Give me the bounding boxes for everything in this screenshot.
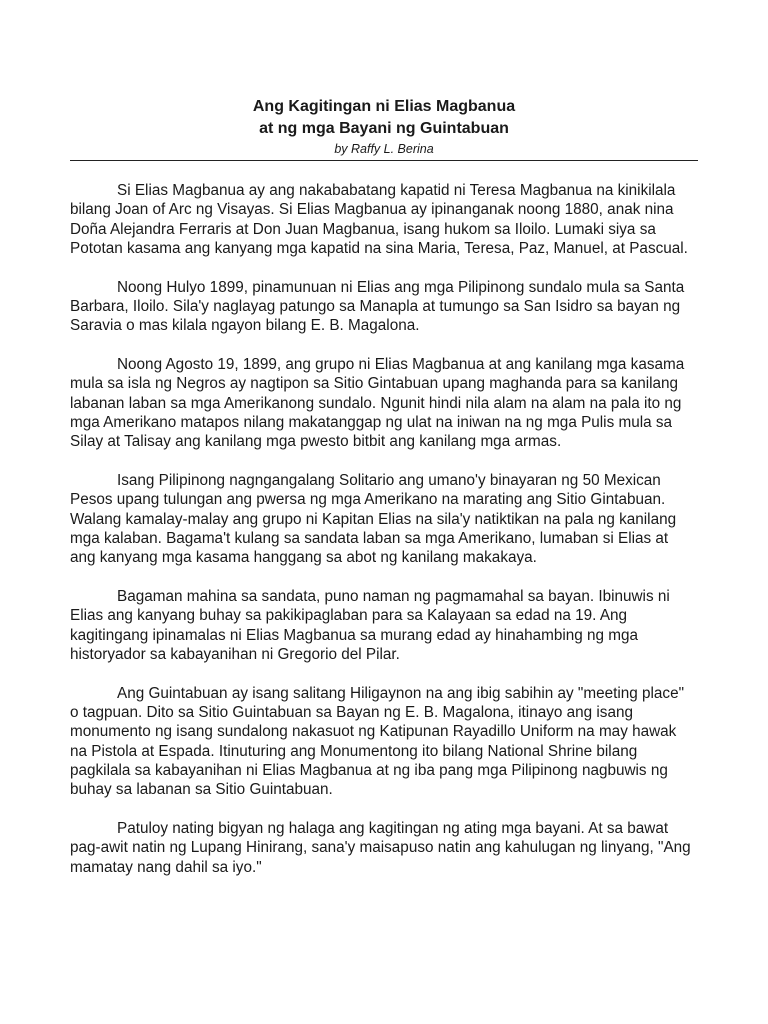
paragraph-line: labanan laban sa mga Amerikanong sundalo. Ngunit hindi nila alam na alam na pala ito ng [70,394,682,412]
paragraph-line: Noong Agosto 19, 1899, ang grupo ni Elias Magbanua at ang kanilang mga kasama [117,356,685,374]
paragraph-line: o tagpuan. Dito sa Sitio Guintabuan sa Bayan ng E. B. Magalona, itinayo ang isang [70,704,633,722]
title-line-1: Ang Kagitingan ni Elias Magbanua [252,98,516,115]
article-body [70,181,698,877]
paragraph-line: mula sa isla ng Negros ay nagtipon sa Sitio Gintabuan upang maghanda para sa kanilang [70,375,679,393]
title-divider [70,160,698,161]
paragraph [70,684,698,800]
paragraph-line: pag-awit natin ng Lupang Hinirang, sana'y maisapuso natin ang kahulugan ng linyang, "Ang [70,839,691,857]
paragraph-line: kagitingang ipinamalas ni Elias Magbanua sa murang edad ay hinahambing ng mga [70,626,639,644]
paragraph-line: Patuloy nating bigyan ng halaga ang kagitingan ng ating mga bayani. At sa bawat [117,820,669,838]
paragraph-line: historyador sa kabayanihan ni Gregorio del Pilar. [70,645,400,663]
paragraph-line: mga kalaban. Bagama't kulang sa sandata laban sa mga Amerikano, lumaban si Elias at [70,529,669,547]
paragraph-line: Silay at Talisay ang kanilang mga pwesto bitbit ang kanilang mga armas. [70,433,562,451]
paragraph-line: pagkilala sa kabayanihan ni Elias Magbanua at ng iba pang mga Pilipinong nagbuwis ng [70,761,668,779]
paragraph-line: bilang Joan of Arc ng Visayas. Si Elias Magbanua ay ipinanganak noong 1880, anak nina [70,201,674,219]
paragraph-line: Noong Hulyo 1899, pinamunuan ni Elias ang mga Pilipinong sundalo mula sa Santa [117,278,685,296]
document-page [70,96,698,896]
paragraph [70,471,698,567]
paragraph-line: Walang kamalay-malay ang grupo ni Kapitan Elias na sila'y natiktikan na pala ng kanilang [70,510,677,528]
document-title [70,96,698,140]
paragraph-line: buhay sa labanan sa Sitio Guintabuan. [70,781,333,799]
author-byline: by Raffy L. Berina [334,142,434,156]
paragraph-line: mamatay nang dahil sa iyo." [70,858,262,876]
title-line-2: at ng mga Bayani ng Guintabuan [259,120,509,137]
paragraph [70,278,698,336]
paragraph-line: mga Amerikano matapos nilang makatanggap ng ulat na iniwan na ng mga Pulis mula sa [70,413,673,431]
paragraph [70,181,698,258]
paragraph-line: Si Elias Magbanua ay ang nakababatang kapatid ni Teresa Magbanua na kinikilala [117,182,676,199]
paragraph [70,587,698,664]
paragraph [70,355,698,451]
paragraph-line: Bagaman mahina sa sandata, puno naman ng pagmamahal sa bayan. Ibinuwis ni [117,588,670,606]
paragraph-line: Saravia o mas kilala ngayon bilang E. B. Magalona. [70,317,420,335]
paragraph-line: Pesos upang tulungan ang pwersa ng mga Amerikano na marating ang Sitio Gintabuan. [70,491,666,509]
paragraph-line: ang kanyang mga kasama hanggang sa abot ng kanilang makakaya. [70,549,537,567]
paragraph-line: Barbara, Iloilo. Sila'y naglayag patungo sa Manapla at tumungo sa San Isidro sa bayan ng [70,297,681,315]
paragraph-line: Elias ang kanyang buhay sa pakikipaglaban para sa Kalayaan sa edad na 19. Ang [70,607,628,625]
paragraph-line: na Pistola at Espada. Itinuturing ang Monumentong ito bilang National Shrine bilang [70,742,638,760]
paragraph-line: Doña Alejandra Ferraris at Don Juan Magbanua, isang hukom sa Iloilo. Lumaki siya sa [70,220,656,238]
paragraph-line: Isang Pilipinong nagngangalang Solitario ang umano'y binayaran ng 50 Mexican [117,472,661,490]
paragraph-line: Ang Guintabuan ay isang salitang Hiligaynon na ang ibig sabihin ay "meeting place" [117,684,685,702]
paragraph-line: monumento ng isang sundalong nakasuot ng Katipunan Rayadillo Uniform na may hawak [70,723,677,741]
paragraph-line: Pototan kasama ang kanyang mga kapatid na sina Maria, Teresa, Paz, Manuel, at Pascual. [70,239,688,257]
paragraph [70,819,698,877]
